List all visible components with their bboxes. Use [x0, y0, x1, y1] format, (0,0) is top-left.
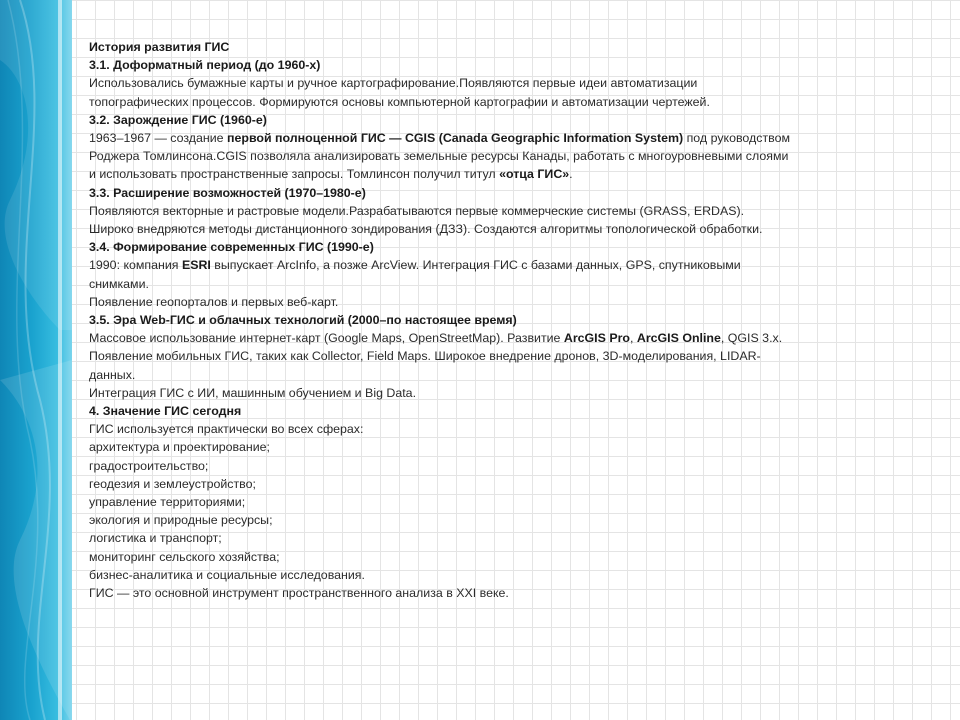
text-run: под руководством — [683, 131, 790, 146]
section-3-1-line-2: топографических процессов. Формируются основы компьютерной картографии и автоматизации чертежей. — [89, 94, 710, 109]
arcgis-online-emphasis: ArcGIS Online — [636, 331, 721, 346]
text-run: , QGIS 3.x. — [720, 331, 783, 346]
section-3-2-line-3 — [89, 165, 939, 183]
section-3-5-line-2: Появление мобильных ГИС, таких как Collector, Field Maps. Широкое внедрение дронов, 3D-моделирования, LIDAR- — [89, 349, 761, 364]
arcgis-pro-emphasis: ArcGIS Pro — [563, 331, 630, 346]
list-item: логистика и транспорт; — [89, 531, 222, 546]
text-run: Массовое использование интернет-карт (Google Maps, OpenStreetMap). Развитие — [89, 331, 564, 346]
esri-emphasis: ESRI — [181, 258, 211, 273]
side-panel-edge — [58, 0, 62, 720]
section-3-1-line-1: Использовались бумажные карты и ручное картографирование.Появляются первые идеи автоматизации — [89, 76, 698, 91]
section-3-4-heading: 3.4. Формирование современных ГИС (1990-е) — [89, 240, 374, 255]
document-title: История развития ГИС — [89, 40, 230, 54]
father-of-gis-emphasis: «отца ГИС» — [499, 167, 570, 182]
list-item: геодезия и землеустройство; — [89, 476, 256, 491]
section-4-intro: ГИС используется практически во всех сферах: — [89, 422, 364, 437]
list-item: бизнес-аналитика и социальные исследования. — [89, 567, 365, 582]
decorative-side-panel — [0, 0, 72, 720]
section-3-2-heading: 3.2. Зарождение ГИС (1960-е) — [89, 112, 267, 127]
list-item: градостроительство; — [89, 458, 209, 473]
document-body — [89, 38, 939, 602]
list-item: архитектура и проектирование; — [89, 440, 270, 455]
cgis-emphasis: первой полноценной ГИС — CGIS (Canada Geographic Information System) — [227, 131, 684, 146]
section-4-heading: 4. Значение ГИС сегодня — [89, 404, 242, 419]
section-3-5-line-4: Интеграция ГИС с ИИ, машинным обучением и Big Data. — [89, 385, 417, 400]
list-item: управление территориями; — [89, 495, 246, 510]
text-run: 1963–1967 — создание — [89, 131, 228, 146]
section-3-3-line-1: Появляются векторные и растровые модели.Разрабатываются первые коммерческие системы (GRASS, ERDAS). — [89, 203, 745, 218]
text-run: и использовать пространственные запросы. Томлинсон получил титул — [89, 167, 500, 182]
text-run: , — [629, 331, 637, 346]
section-3-5-line-1 — [89, 329, 939, 347]
section-3-3-heading: 3.3. Расширение возможностей (1970–1980-е) — [89, 185, 366, 200]
text-run: 1990: компания — [89, 258, 182, 273]
text-run: . — [569, 167, 573, 182]
section-3-4-line-3: Появление геопорталов и первых веб-карт. — [89, 294, 339, 309]
section-3-2-line-2: Роджера Томлинсона.CGIS позволяла анализировать земельные ресурсы Канады, работать с многоуровневыми слоями — [89, 149, 789, 164]
section-3-3-line-2: Широко внедряются методы дистанционного зондирования (ДЗЗ). Создаются алгоритмы топологической обработки. — [89, 222, 763, 237]
section-4-conclusion: ГИС — это основной инструмент пространственного анализа в XXI веке. — [89, 586, 509, 601]
section-3-2-line-1 — [89, 129, 939, 147]
section-3-4-line-1 — [89, 256, 939, 274]
section-3-5-heading: 3.5. Эра Web-ГИС и облачных технологий (2000–по настоящее время) — [89, 313, 517, 328]
list-item: мониторинг сельского хозяйства; — [89, 549, 280, 564]
list-item: экология и природные ресурсы; — [89, 513, 273, 528]
section-3-5-line-3: данных. — [89, 367, 136, 382]
section-3-1-heading: 3.1. Доформатный период (до 1960-х) — [89, 58, 321, 73]
text-run: выпускает ArcInfo, а позже ArcView. Интеграция ГИС с базами данных, GPS, спутниковыми — [210, 258, 741, 273]
section-3-4-line-2: снимками. — [89, 276, 149, 291]
